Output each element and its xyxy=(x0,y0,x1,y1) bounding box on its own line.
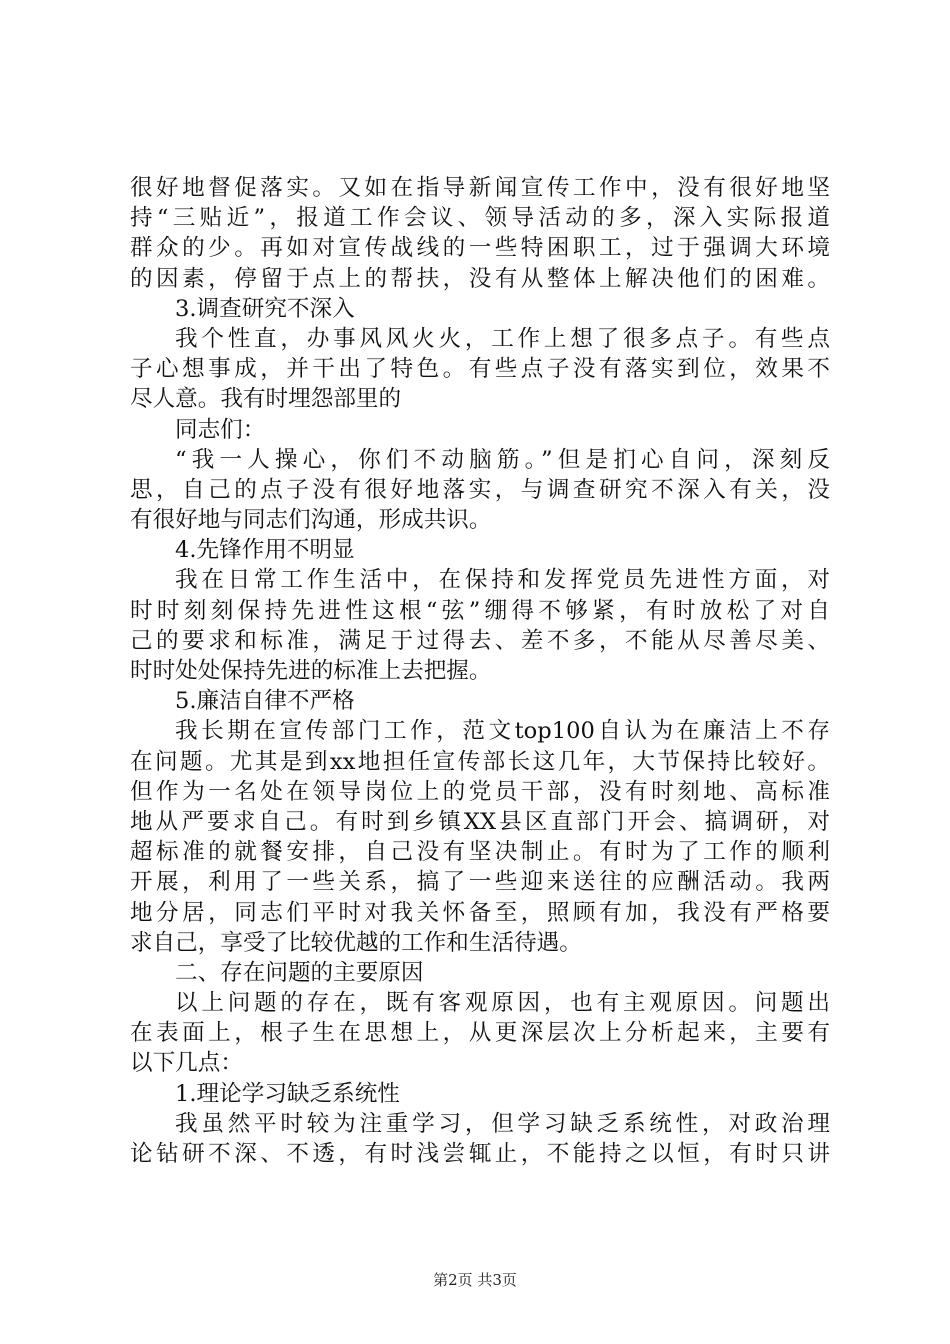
text-line: 有很好地与同志们沟通，形成共识。 xyxy=(130,507,492,534)
text-line: 地分居，同志们平时对我关怀备至，照顾有加，我没有严格要 xyxy=(130,899,830,926)
text-line: 5.廉洁自律不严格 xyxy=(175,688,355,715)
page-footer: 第2页 共3页 xyxy=(433,1271,517,1289)
text-line: 同志们： xyxy=(175,416,266,443)
text-line: 己的要求和标准，满足于过得去、差不多，不能从尽善尽美、 xyxy=(130,627,830,654)
text-line: 很好地督促落实。又如在指导新闻宣传工作中，没有很好地坚 xyxy=(130,175,830,201)
text-line: 子心想事成，并干出了特色。有些点子没有落实到位，效果不 xyxy=(130,356,830,383)
text-line: 时时刻刻保持先进性这根“弦”绷得不够紧，有时放松了对自 xyxy=(130,597,830,624)
text-line: 思，自己的点子没有很好地落实，与调查研究不深入有关，没 xyxy=(130,476,830,503)
text-line: 超标准的就餐安排，自己没有坚决制止。有时为了工作的顺利 xyxy=(130,839,830,866)
text-line: 群众的少。再如对宣传战线的一些特困职工，过于强调大环境 xyxy=(130,235,830,262)
text-line: 论钻研不深、不透，有时浅尝辄止，不能持之以恒，有时只讲 xyxy=(130,1141,830,1167)
text-line: 地从严要求自己。有时到乡镇XX县区直部门开会、搞调研，对 xyxy=(130,808,830,835)
text-line: 在问题。尤其是到xx地担任宣传部长这几年，大节保持比较好。 xyxy=(130,748,830,775)
text-line: 3.调查研究不深入 xyxy=(175,295,355,322)
text-line: 以上问题的存在，既有客观原因，也有主观原因。问题出 xyxy=(175,990,830,1017)
text-line: 持“三贴近”，报道工作会议、领导活动的多，深入实际报道 xyxy=(130,205,830,232)
text-line: 我在日常工作生活中，在保持和发挥党员先进性方面，对 xyxy=(175,567,830,594)
text-line: 的因素，停留于点上的帮扶，没有从整体上解决他们的困难。 xyxy=(130,265,830,292)
text-line: 二、存在问题的主要原因 xyxy=(175,959,424,986)
text-line: 在表面上，根子生在思想上，从更深层次上分析起来，主要有 xyxy=(130,1020,830,1047)
text-line: 4.先锋作用不明显 xyxy=(175,537,355,564)
text-line: 开展，利用了一些关系，搞了一些迎来送往的应酬活动。我两 xyxy=(130,869,830,896)
text-line: 我长期在宣传部门工作，范文top100自认为在廉洁上不存 xyxy=(175,718,830,745)
text-line: 以下几点： xyxy=(130,1050,243,1077)
text-line: 求自己，享受了比较优越的工作和生活待遇。 xyxy=(130,929,582,956)
text-line: 我个性直，办事风风火火，工作上想了很多点子。有些点 xyxy=(175,325,830,352)
text-line: 1.理论学习缺乏系统性 xyxy=(175,1080,400,1107)
text-line: 时时处处保持先进的标准上去把握。 xyxy=(130,658,492,684)
text-line: “我一人操心，你们不动脑筋。”但是扪心自问，深刻反 xyxy=(175,446,830,473)
text-line: 尽人意。我有时埋怨部里的 xyxy=(130,386,402,413)
text-line: 但作为一名处在领导岗位上的党员干部，没有时刻地、高标准 xyxy=(130,778,830,805)
text-line: 我虽然平时较为注重学习，但学习缺乏系统性，对政治理 xyxy=(175,1110,830,1137)
document-body xyxy=(130,173,830,1169)
